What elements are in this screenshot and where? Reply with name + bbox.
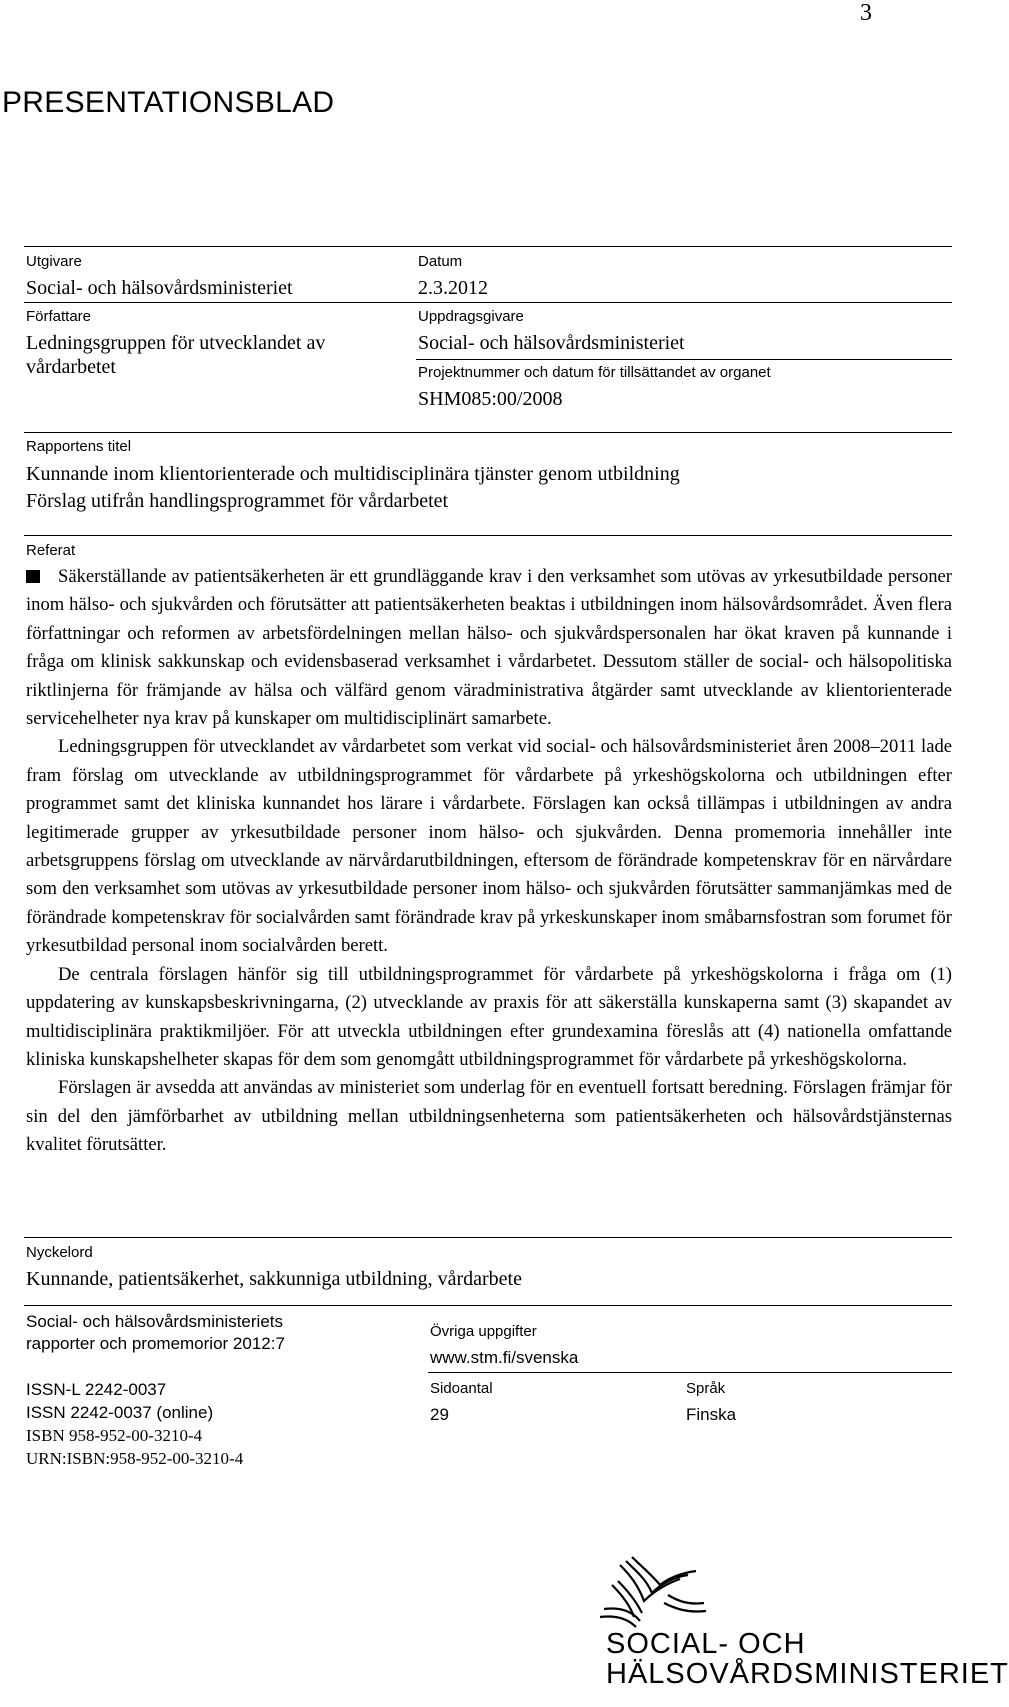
report-title-line1: Kunnande inom klientorienterade och multidisciplinära tjänster genom utbildning <box>26 463 680 485</box>
abstract-paragraph: Ledningsgruppen för utvecklandet av vårdarbetet som verkat vid social- och hälsovårdsministeriet åren 2008–2011 lade fram förslag om utvecklande av utbildningsprogrammet för vårdarbete på yrkeshögskolorna och utbildningen efter programmet samt det kliniska kunnandet hos lärare i vårdarbete. Förslagen kan också tillämpas i utbildningen av andra legitimerade grupper av yrkesutbildade personer inom hälso- och sjukvården. Denna promemoria innehåller inte arbetsgruppens förslag om utvecklande av närvårdarutbildningen, eftersom de förändrade kompetenskrav för en närvårdare som den verksamhet som utövas av yrkesutbildade personer inom hälso- och sjukvården förutsätter sammanjämkas med de förändrade kompetenskrav för socialvården samt förändrade krav på yrkeskunskaper inom småbarnsfostran som forumet för yrkesutbildad personal inom socialvården berett. <box>26 736 952 957</box>
publisher-label: Utgivare <box>26 253 82 270</box>
other-info-label: Övriga uppgifter <box>430 1323 537 1340</box>
identifier-issn-l: ISSN-L 2242-0037 <box>26 1380 167 1399</box>
author-value-line2: vårdarbetet <box>26 356 116 378</box>
identifier-urn: URN:ISBN:958-952-00-3210-4 <box>26 1449 244 1468</box>
series-line2: rapporter och promemorior 2012:7 <box>26 1334 285 1353</box>
ministry-logo-line1: SOCIAL- OCH <box>606 1628 806 1660</box>
other-info-value: www.stm.fi/svenska <box>430 1348 579 1367</box>
report-title-line2: Förslag utifrån handlingsprogrammet för vårdarbetet <box>26 490 449 512</box>
divider <box>24 1305 952 1306</box>
date-label: Datum <box>418 253 463 270</box>
divider <box>24 535 952 536</box>
language-value: Finska <box>686 1405 737 1424</box>
page-count-value: 29 <box>430 1405 449 1424</box>
identifier-isbn: ISBN 958-952-00-3210-4 <box>26 1426 203 1445</box>
date-value: 2.3.2012 <box>418 277 488 299</box>
page-number: 3 <box>860 0 872 26</box>
abstract-label: Referat <box>26 542 76 559</box>
divider <box>24 432 952 433</box>
language-label: Språk <box>686 1380 726 1397</box>
divider <box>428 1372 952 1373</box>
publisher-value: Social- och hälsovårdsministeriet <box>26 277 293 299</box>
divider <box>24 302 952 303</box>
abstract-paragraph: Säkerställande av patientsäkerheten är ett grundläggande krav i den verksamhet som utövas av yrkesutbildade personer inom hälso- och sjukvården och förutsätter att patientsäkerheten beaktas i utbildningen inom hälsovårdsområdet. Även flera författningar och reformen av arbetsfördelningen mellan hälso- och sjukvårdspersonalen har ökat kraven på kunnande i fråga om klinisk sakkunskap och evidensbaserad verksamhet i vårdarbetet. Dessutom ställer de social- och hälsopolitiska riktlinjerna för främjande av hälsa och välfärd genom väradministrativa åtgärder samt utvecklande av klientorienterade servicehelheter nya krav på kunskaper om multidisciplinärt samarbete. <box>26 566 952 730</box>
ministry-logo-line2: HÄLSOVÅRDSMINISTERIET <box>606 1658 1009 1690</box>
divider <box>24 1237 952 1238</box>
abstract-paragraph: Förslagen är avsedda att användas av ministeriet som underlag för en eventuell fortsatt beredning. Förslagen främjar för sin del den jämförbarhet av utbildning mellan utbildningsenheterna som patientsäkerheten och hälsovårdstjänsternas kvalitet förutsätter. <box>26 1077 952 1156</box>
divider <box>24 246 952 247</box>
commissioner-value: Social- och hälsovårdsministeriet <box>418 332 685 354</box>
page-count-label: Sidoantal <box>430 1380 493 1397</box>
bullet-icon <box>26 570 40 583</box>
author-value-line1: Ledningsgruppen för utvecklandet av <box>26 332 326 354</box>
abstract-paragraph: De centrala förslagen hänför sig till utbildningsprogrammet för vårdarbete på yrkeshögskolorna i fråga om (1) uppdatering av kunskapsbeskrivningarna, (2) utvecklande av praxis för att säkerställa kunskaperna samt (3) skapandet av multidisciplinära praktikmiljöer. För att utveckla utbildningen efter grundexamina föreslås att (4) nationella omfattande kliniska kunskapshelheter skapas för dem som genomgått utbildningsprogrammet för vårdarbete på yrkeshögskolorna. <box>26 963 952 1070</box>
project-value: SHM085:00/2008 <box>418 388 563 410</box>
page-title: PRESENTATIONSBLAD <box>2 86 335 119</box>
author-label: Författare <box>26 308 92 325</box>
report-title-label: Rapportens titel <box>26 438 132 455</box>
ministry-logo-text <box>606 1629 1009 1689</box>
series-line1: Social- och hälsovårdsministeriets <box>26 1312 283 1331</box>
identifier-issn: ISSN 2242-0037 (online) <box>26 1403 214 1422</box>
abstract-text <box>26 563 952 1160</box>
commissioner-label: Uppdragsgivare <box>418 308 524 325</box>
project-label: Projektnummer och datum för tillsättandet av organet <box>418 364 771 381</box>
keywords-value: Kunnande, patientsäkerhet, sakkunniga utbildning, vårdarbete <box>26 1268 522 1290</box>
keywords-label: Nyckelord <box>26 1244 93 1261</box>
ministry-logo-icon <box>560 1555 920 1635</box>
divider <box>416 359 952 360</box>
